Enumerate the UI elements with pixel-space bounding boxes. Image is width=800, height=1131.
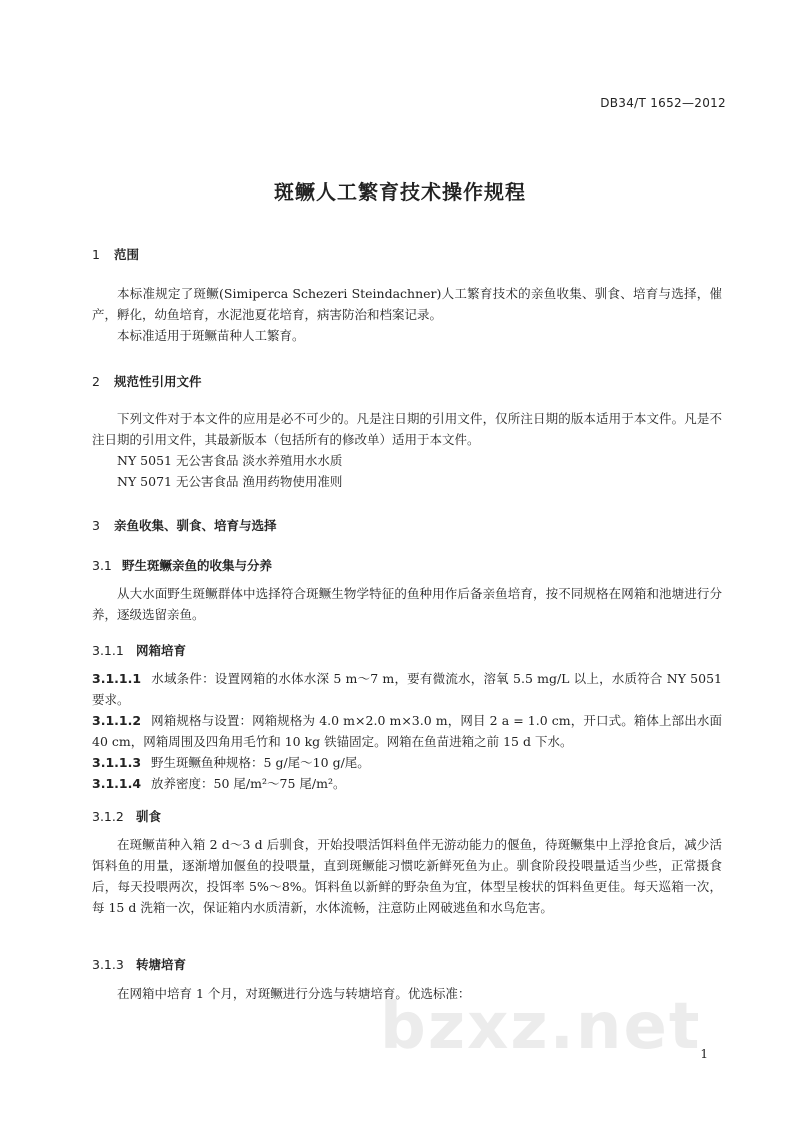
clause-text: 水域条件：设置网箱的水体水深 5 m～7 m，要有微流水，溶氧 5.5 mg/L 以上，水质符合 NY 5051 要求。 xyxy=(92,671,722,707)
reference-item: NY 5051 无公害食品 淡水养殖用水水质 xyxy=(117,453,343,468)
section-number: 3 xyxy=(92,518,100,533)
section-number: 3.1.3 xyxy=(92,957,124,972)
clause-text: 野生斑鳜鱼种规格：5 g/尾～10 g/尾。 xyxy=(151,755,370,770)
section-1-paragraph-2: 本标准适用于斑鳜苗种人工繁育。 xyxy=(117,328,305,343)
reference-item: NY 5071 无公害食品 渔用药物使用准则 xyxy=(117,474,343,489)
clause-number: 3.1.1.3 xyxy=(92,755,142,770)
section-number: 3.1.2 xyxy=(92,809,124,824)
section-2-heading xyxy=(92,372,722,390)
page-title: 斑鳜人工繁育技术操作规程 xyxy=(274,180,526,204)
section-title: 野生斑鳜亲鱼的收集与分养 xyxy=(122,558,273,573)
watermark: bzxz.net xyxy=(380,990,702,1064)
clause-3-1-1-1 xyxy=(92,668,722,710)
section-title: 规范性引用文件 xyxy=(114,374,202,389)
section-title: 亲鱼收集、驯食、培育与选择 xyxy=(114,518,277,533)
section-3-1-3-heading xyxy=(92,955,722,973)
section-title: 范围 xyxy=(114,247,140,262)
clause-text: 网箱规格与设置：网箱规格为 4.0 m×2.0 m×3.0 m，网目 2 a = 1.0 cm，开口式。箱体上部出水面 40 cm，网箱周围及四角用毛竹和 10 kg 铁锚固定。网箱在鱼苗进箱之前 15 d 下水。 xyxy=(92,713,722,749)
clause-number: 3.1.1.4 xyxy=(92,776,142,791)
section-3-1-1-heading xyxy=(92,641,722,659)
section-number: 1 xyxy=(92,247,100,262)
section-title: 驯食 xyxy=(136,809,162,824)
section-3-heading xyxy=(92,516,722,534)
page-number: 1 xyxy=(700,1047,708,1061)
clause-number: 3.1.1.2 xyxy=(92,713,142,728)
section-1-heading xyxy=(92,245,722,263)
section-number: 3.1.1 xyxy=(92,643,124,658)
section-2-paragraph-1: 下列文件对于本文件的应用是必不可少的。凡是注日期的引用文件，仅所注日期的版本适用于本文件。凡是不注日期的引用文件，其最新版本（包括所有的修改单）适用于本文件。 xyxy=(92,411,722,447)
clause-3-1-1-4 xyxy=(92,773,722,794)
section-3-1-3-paragraph: 在网箱中培育 1 个月，对斑鳜进行分选与转塘培育。优选标准： xyxy=(117,986,471,1001)
clause-text: 放养密度：50 尾/m²～75 尾/m²。 xyxy=(151,776,346,791)
document-code: DB34/T 1652—2012 xyxy=(600,96,726,110)
section-3-1-2-heading xyxy=(92,807,722,825)
clause-3-1-1-2 xyxy=(92,710,722,752)
section-3-1-2-paragraph: 在斑鳜苗种入箱 2 d～3 d 后驯食，开始投喂活饵料鱼伴无游动能力的偃鱼，待斑鳜集中上浮抢食后，减少活饵料鱼的用量，逐渐增加偃鱼的投喂量，直到斑鳜能习惯吃新鲜死鱼为止。驯食阶段投喂量适当少些，正常摄食后，每天投喂两次，投饵率 5%～8%。饵料鱼以新鲜的野杂鱼为宜，体型呈梭状的饵料鱼更佳。每天巡箱一次，每 15 d 洗箱一次，保证箱内水质清新，水体流畅，注意防止网破逃鱼和水鸟危害。 xyxy=(92,837,722,915)
section-3-1-heading xyxy=(92,556,722,574)
section-number: 3.1 xyxy=(92,558,112,573)
section-title: 转塘培育 xyxy=(136,957,187,972)
section-title: 网箱培育 xyxy=(136,643,187,658)
clause-3-1-1-3 xyxy=(92,752,722,773)
section-3-1-paragraph: 从大水面野生斑鳜群体中选择符合斑鳜生物学特征的鱼种用作后备亲鱼培育，按不同规格在网箱和池塘进行分养，逐级选留亲鱼。 xyxy=(92,586,722,622)
section-1-paragraph-1: 本标准规定了斑鳜(Simiperca Schezeri Steindachner)人工繁育技术的亲鱼收集、驯食、培育与选择，催产，孵化，幼鱼培育，水泥池夏花培育，病害防治和档案记录。 xyxy=(92,286,722,322)
clause-number: 3.1.1.1 xyxy=(92,671,142,686)
section-number: 2 xyxy=(92,374,100,389)
